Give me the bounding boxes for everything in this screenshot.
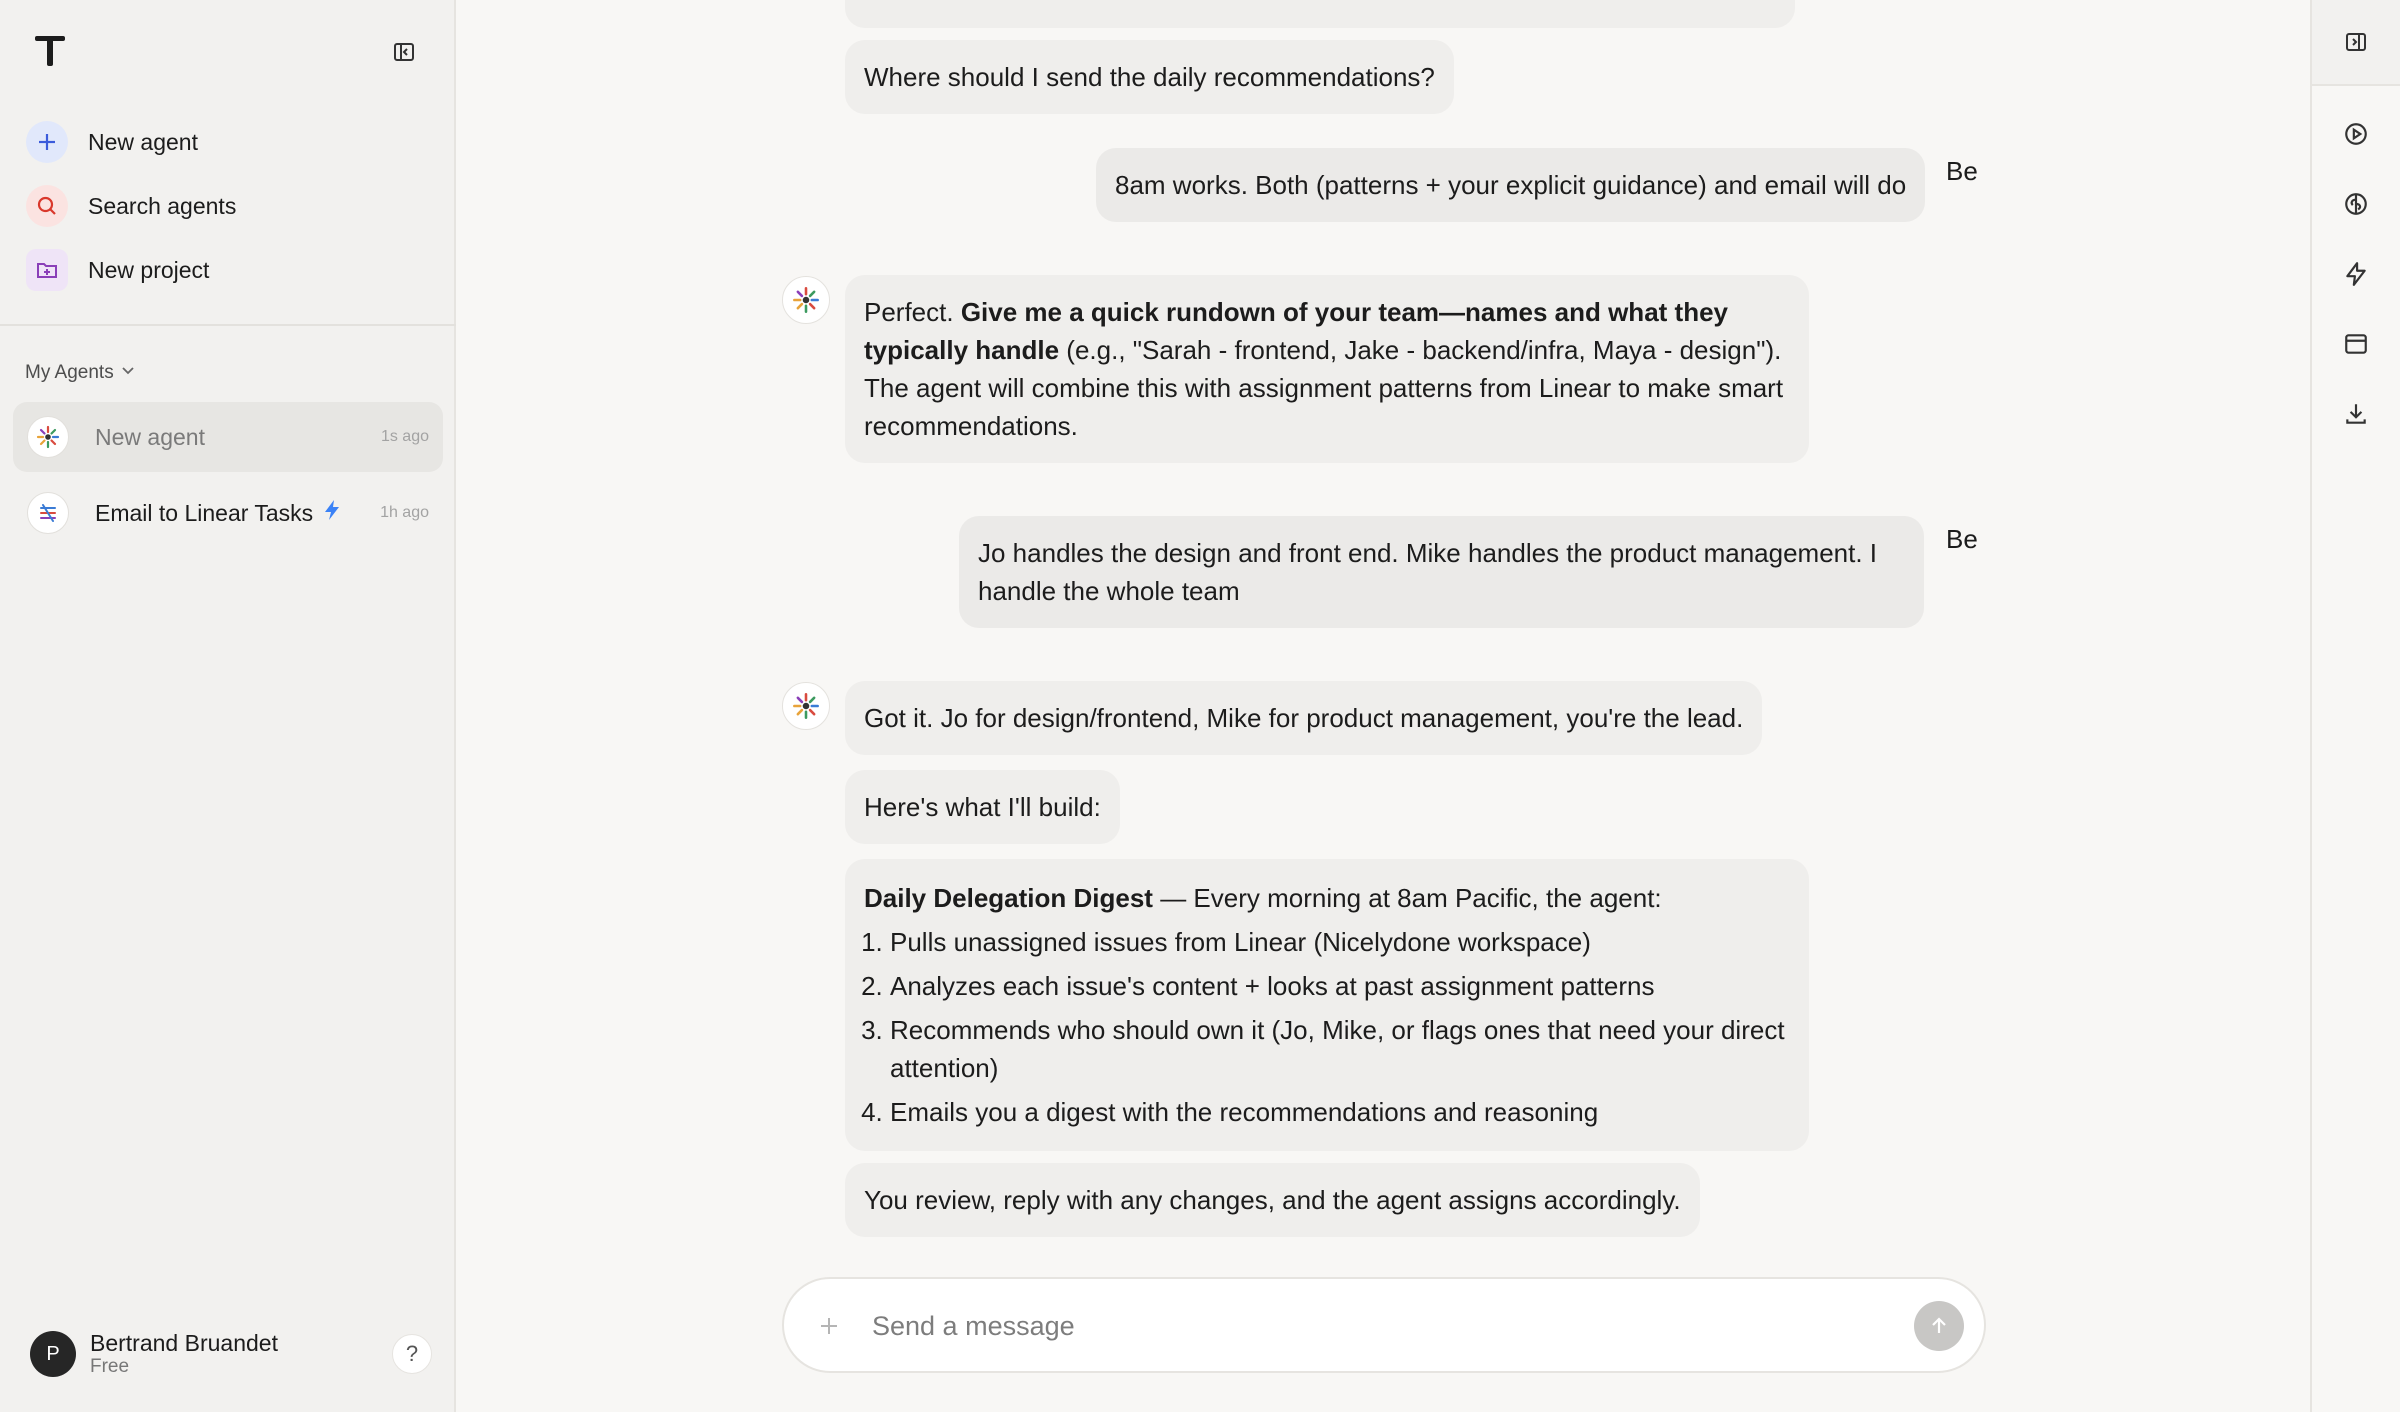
- previous-message-edge: [845, 0, 1795, 28]
- agent-name-wrapper: [95, 499, 341, 527]
- agent-timestamp: 1s ago: [380, 428, 429, 445]
- list-item: 2. Analyzes each issue's content + looks at past assignment patterns: [890, 967, 1790, 1005]
- play-icon[interactable]: [2342, 120, 2370, 148]
- brain-icon[interactable]: [2342, 190, 2370, 218]
- list-item: 4. Emails you a digest with the recommendations and reasoning: [890, 1093, 1790, 1131]
- user-tag: Be: [1946, 524, 1978, 554]
- message-emphasis: Give me a quick rundown of your team—names and what they typically handle: [864, 297, 1728, 365]
- bot-message: Here's what I'll build:: [845, 770, 1120, 844]
- message-input[interactable]: [872, 1301, 1872, 1351]
- agent-item-email-to-linear-tasks[interactable]: [13, 478, 443, 548]
- list-item: 3. Recommends who should own it (Jo, Mike, or flags ones that need your direct attention): [890, 1011, 1790, 1087]
- collapse-sidebar-icon[interactable]: [388, 36, 420, 68]
- sidebar-divider: [0, 324, 456, 326]
- user-message: 8am works. Both (patterns + your explicit guidance) and email will do: [1096, 148, 1925, 222]
- my-agents-header[interactable]: [25, 362, 136, 384]
- bot-message: You review, reply with any changes, and the agent assigns accordingly.: [845, 1163, 1700, 1237]
- new-agent-button[interactable]: [26, 118, 198, 166]
- sidebar: [0, 0, 456, 1412]
- help-button[interactable]: ?: [392, 1334, 432, 1374]
- new-project-button[interactable]: [26, 246, 209, 294]
- lightning-bolt-icon: [323, 499, 341, 527]
- nav-label-new-project: New project: [88, 256, 210, 283]
- download-icon[interactable]: [2342, 400, 2370, 428]
- send-button[interactable]: [1914, 1301, 1964, 1351]
- agent-name: Email to Linear Tasks: [95, 499, 314, 526]
- agent-name: New agent: [95, 423, 205, 450]
- right-toolbar: [2310, 0, 2400, 1412]
- agent-pattern-icon: [27, 492, 69, 534]
- user-plan: Free: [90, 1356, 130, 1377]
- bot-message: Got it. Jo for design/frontend, Mike for product management, you're the lead.: [845, 681, 1762, 755]
- user-info: [90, 1330, 278, 1378]
- agent-timestamp: 1h ago: [380, 504, 429, 521]
- avatar: P: [30, 1331, 76, 1377]
- chevron-down-icon: [120, 362, 136, 384]
- plan-steps: [864, 923, 1790, 1131]
- plan-title: Daily Delegation Digest: [864, 883, 1153, 913]
- bot-avatar-icon: [782, 276, 830, 324]
- app-logo[interactable]: [32, 32, 68, 68]
- agent-sunburst-icon: [27, 416, 69, 458]
- browser-window-icon[interactable]: [2342, 330, 2370, 358]
- agent-item-new-agent[interactable]: [13, 402, 443, 472]
- lightning-icon[interactable]: [2342, 260, 2370, 288]
- bot-message: Where should I send the daily recommendations?: [845, 40, 1454, 114]
- nav-label-new-agent: New agent: [88, 128, 198, 155]
- user-message: Jo handles the design and front end. Mike handles the product management. I handle the whole team: [959, 516, 1924, 628]
- bot-message: [845, 275, 1809, 463]
- arrow-up-icon: [1928, 1315, 1950, 1337]
- my-agents-label: My Agents: [25, 362, 114, 383]
- plan-heading: [864, 879, 1790, 917]
- folder-plus-icon: [26, 249, 68, 291]
- user-tag: Be: [1946, 156, 1978, 186]
- plan-intro: — Every morning at 8am Pacific, the agent:: [1152, 883, 1662, 913]
- plus-icon: [26, 121, 68, 163]
- message-composer: [782, 1277, 1986, 1373]
- list-item: 1. Pulls unassigned issues from Linear (Nicelydone workspace): [890, 923, 1790, 961]
- toggle-panel-button[interactable]: [2312, 0, 2400, 86]
- message-lead: Perfect.: [864, 297, 961, 327]
- search-agents-button[interactable]: [26, 182, 236, 230]
- user-profile[interactable]: [30, 1330, 278, 1378]
- search-icon: [26, 185, 68, 227]
- panel-toggle-icon: [2344, 30, 2368, 54]
- nav-label-search-agents: Search agents: [88, 192, 237, 219]
- user-name: Bertrand Bruandet: [90, 1330, 278, 1356]
- message-rest: (e.g., "Sarah - frontend, Jake - backend/infra, Maya - design"). The agent will combine this with assignment patterns from Linear to make smart recommendations.: [864, 335, 1784, 441]
- plan-summary-card: [845, 859, 1809, 1151]
- bot-avatar-icon: [782, 682, 830, 730]
- attach-plus-icon[interactable]: [814, 1311, 844, 1341]
